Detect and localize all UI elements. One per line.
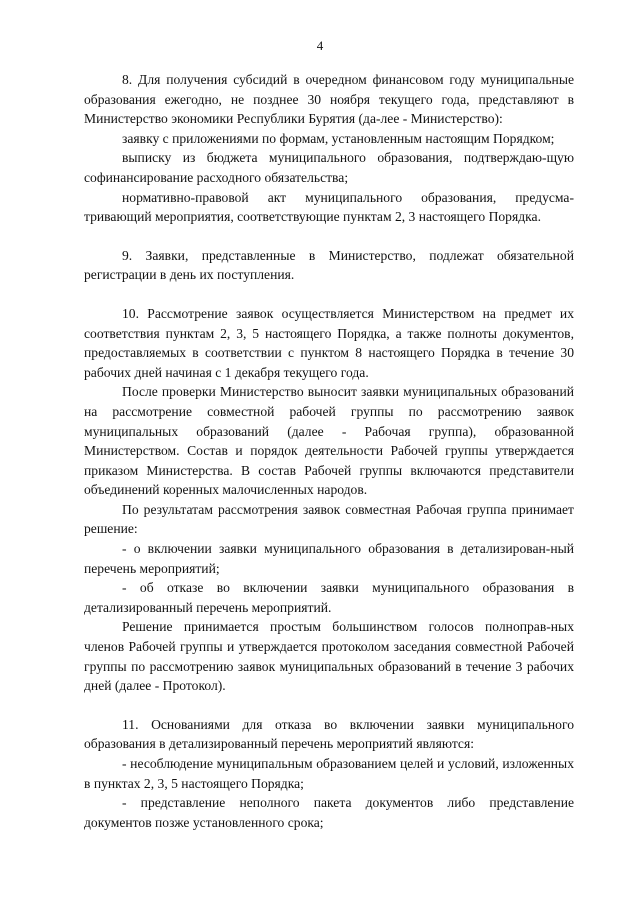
paragraph-8-item-budget-extract: выписку из бюджета муниципального образования, подтверждаю-щую софинансирование расходного обязательства;	[84, 150, 574, 185]
paragraph-10-protocol: Решение принимается простым большинством голосов полноправ-ных членов Рабочей группы и утверждается протоколом заседания совместной Рабочей группы по рассмотрению заявок муниципальных образований в течение 3 рабочих дней (далее - Протокол).	[84, 619, 574, 694]
paragraph-10-decision-refuse: - об отказе во включении заявки муниципального образования в детализированный перечень мероприятий.	[84, 580, 574, 615]
paragraph-8-item-legal-act: нормативно-правовой акт муниципального образования, предусма-тривающий мероприятия, соответствующие пунктам 2, 3 настоящего Порядка.	[84, 189, 574, 225]
paragraph-10-working-group: После проверки Министерство выносит заявки муниципальных образований на рассмотрение совместной рабочей группы по рассмотрению заявок муниципальных образований (далее - Рабочая группа), образованной Министерством. Состав и порядок деятельности Рабочей группы утверждается приказом Министерства. В состав Рабочей группы включаются представители объединений коренных малочисленных народов.	[84, 384, 574, 498]
paragraph-8-item-application: заявку с приложениями по формам, установленным настоящим Порядком;	[122, 130, 555, 146]
paragraph-8: 8. Для получения субсидий в очередном финансовом году муниципальные образования ежегодно, не позднее 30 ноября текущего года, представляют в Министерство экономики Республики Бурятия (да-лее - Министерство):	[84, 72, 574, 127]
paragraph-10-decision: По результатам рассмотрения заявок совместная Рабочая группа принимает решение:	[84, 501, 574, 537]
document-body	[84, 70, 574, 832]
paragraph-10-decision-include: - о включении заявки муниципального образования в детализирован-ный перечень мероприятий;	[84, 541, 574, 576]
paragraph-10: 10. Рассмотрение заявок осуществляется Министерством на предмет их соответствия пунктам 2, 3, 5 настоящего Порядка, а также полноты документов, предоставляемых в соответствии с пунктом 8 настоящего Порядка в течение 30 рабочих дней начиная с 1 декабря текущего года.	[84, 305, 574, 380]
page-number: 4	[316, 38, 324, 53]
paragraph-11-item-incomplete-docs: - представление неполного пакета документов либо представление документов позже установленного срока;	[84, 795, 574, 830]
paragraph-11-item-noncompliance: - несоблюдение муниципальным образованием целей и условий, изложенных в пунктах 2, 3, 5 настоящего Порядка;	[84, 756, 574, 791]
paragraph-9: 9. Заявки, представленные в Министерство, подлежат обязательной регистрации в день их поступления.	[84, 247, 574, 283]
paragraph-11: 11. Основаниями для отказа во включении заявки муниципального образования в детализированный перечень мероприятий являются:	[84, 716, 574, 752]
